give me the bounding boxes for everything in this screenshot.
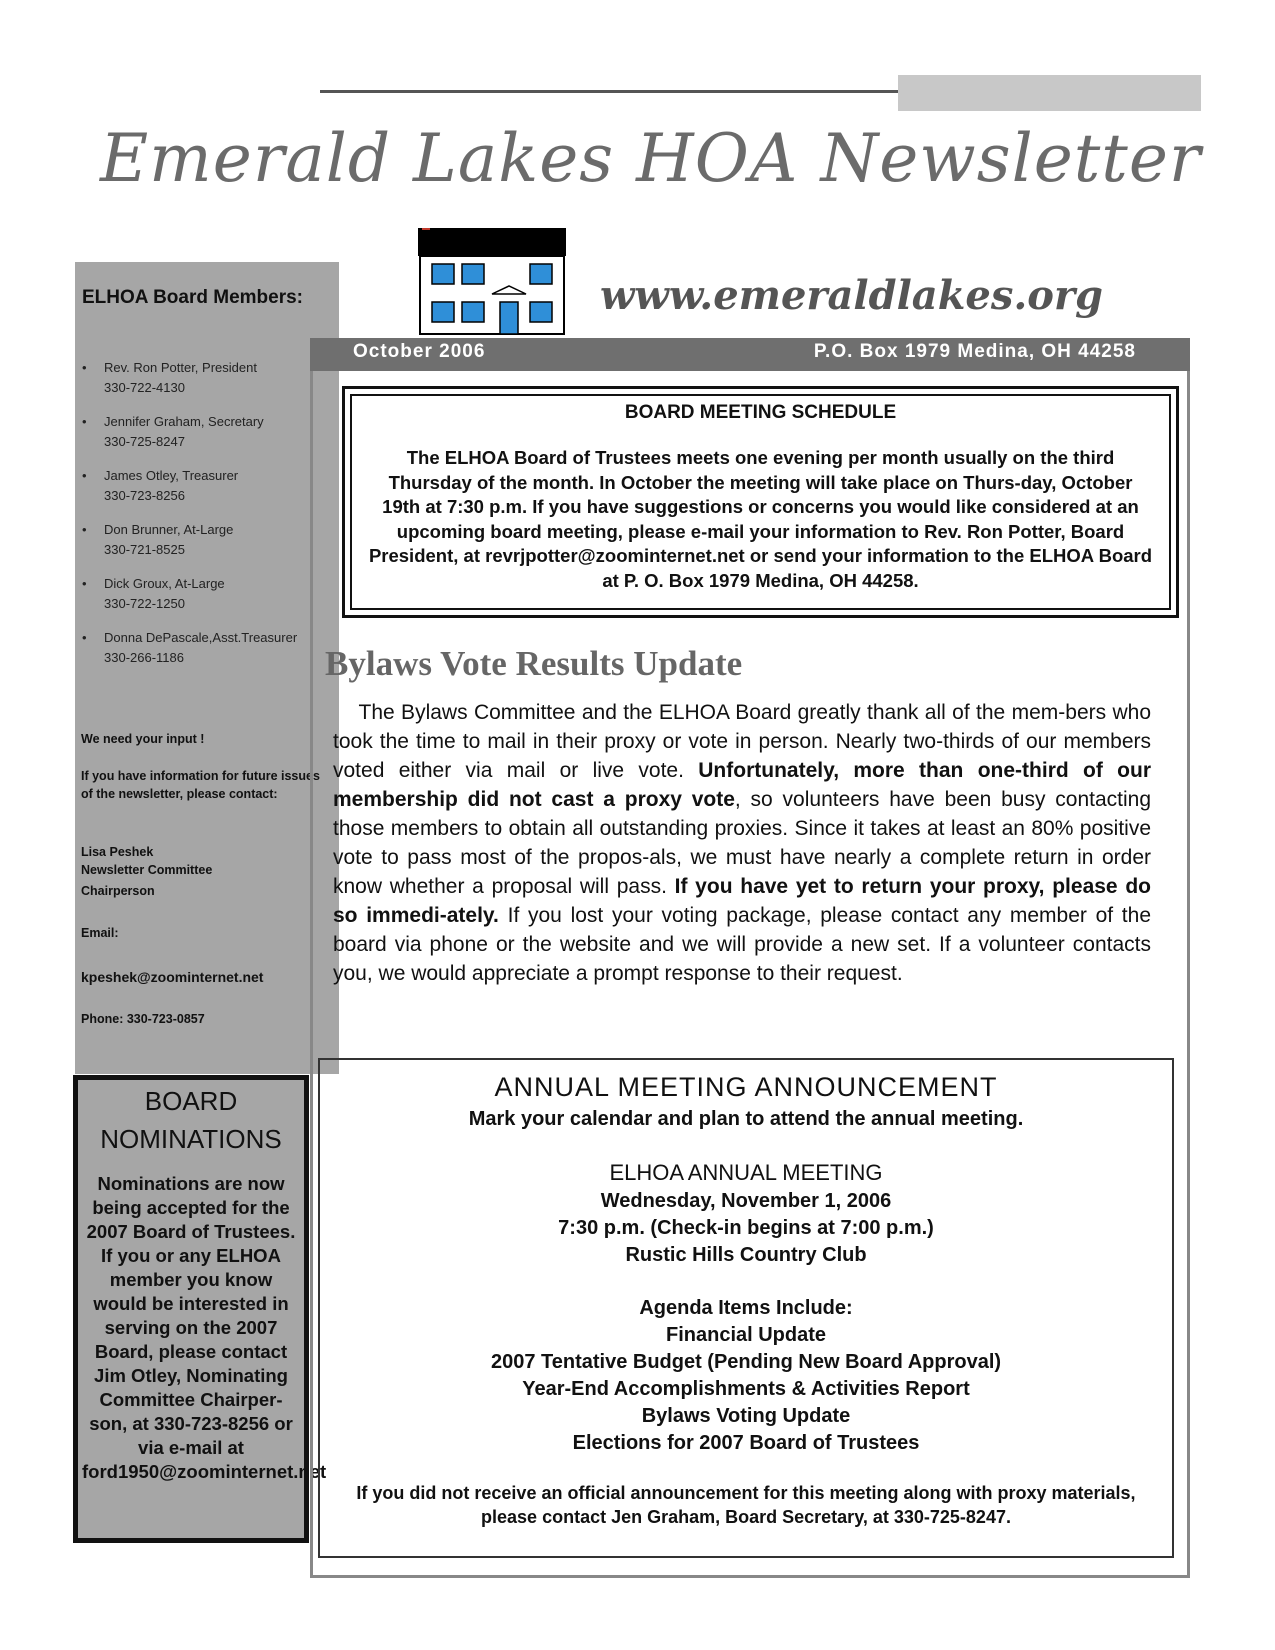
annual-meeting-subtitle: Mark your calendar and plan to attend the annual meeting. (468, 1108, 1024, 1130)
bylaws-text-2: , so volunteers have been busy contacting those members to obtain all outstanding proxies. Since it takes at least an 80% positive vote to pass most of the propos-als, we must have nearly a complete return in order know whether a proposal will pass. (333, 788, 1151, 898)
agenda-item: Year-End Accomplishments & Activities Report (522, 1378, 970, 1400)
website-url[interactable]: www.emeraldlakes.org (600, 272, 1104, 319)
schedule-body: The ELHOA Board of Trustees meets one evening per month usually on the third Thursday of the month. In October the meeting will take place on Thurs-day, October 19th at 7:30 p.m. If you have suggestions or concerns you would like considered at an upcoming board meeting, please e-mail your information to Rev. Ron Potter, Board President, at revrjpotter@zoominternet.net or send your information to the ELHOA Board at P. O. Box 1979 Medina, OH 44258. (368, 447, 1153, 591)
bylaws-heading: Bylaws Vote Results Update (325, 644, 743, 683)
board-member-item (82, 628, 332, 668)
contact-email[interactable]: kpeshek@zoominternet.net (81, 969, 264, 985)
board-member-item (82, 412, 332, 452)
member-role: • Rev. Ron Potter, President (104, 360, 257, 375)
annual-meeting-footer: If you did not receive an official announcement for this meeting along with proxy materials, please contact Jen Graham, Board Secretary, at 330-725-8247. (356, 1483, 1136, 1527)
issue-date: October 2006 (353, 341, 486, 362)
agenda-heading: Agenda Items Include: (639, 1297, 853, 1319)
member-role: • James Otley, Treasurer (104, 468, 239, 483)
masthead-title: Emerald Lakes HOA Newsletter (100, 120, 1202, 197)
agenda-item: Financial Update (665, 1324, 827, 1346)
board-member-item (82, 574, 332, 614)
member-role: • Don Brunner, At-Large (104, 522, 234, 537)
member-role: • Donna DePascale,Asst.Treasurer (104, 630, 298, 645)
agenda-list (320, 1295, 1172, 1457)
top-gray-bar (898, 75, 1201, 111)
contact-title-1: Newsletter Committee (81, 863, 213, 877)
annual-meeting-title: ANNUAL MEETING ANNOUNCEMENT (494, 1072, 998, 1102)
agenda-item: Bylaws Voting Update (641, 1405, 851, 1427)
board-member-item (82, 520, 332, 560)
board-members-list (82, 358, 332, 682)
email-label: Email: (81, 926, 119, 940)
member-phone: 330-725-8247 (104, 434, 185, 449)
member-phone: 330-721-8525 (104, 542, 185, 557)
input-text: If you have information for future issues of the newsletter, please contact: (81, 769, 320, 801)
bylaws-text-1: The Bylaws Committee and the ELHOA Board greatly thank all of the mem-bers who took the time to mail in their proxy or vote in person. Nearly two-thirds of our members voted either via mail or live vote. (333, 701, 1152, 782)
input-heading: We need your input ! (81, 732, 205, 746)
annual-meeting-time: 7:30 p.m. (Check-in begins at 7:00 p.m.) (558, 1217, 934, 1239)
annual-meeting-date: Wednesday, November 1, 2006 (600, 1190, 892, 1212)
agenda-item: 2007 Tentative Budget (Pending New Board Approval) (490, 1351, 1002, 1373)
bylaws-text-3: If you lost your voting package, please contact any member of the board via phone or the website and we will provide a new set. If a volunteer contacts you, we would appreciate a prompt response to their request. (333, 904, 1152, 985)
board-members-title: ELHOA Board Members: (82, 287, 303, 308)
member-role: • Jennifer Graham, Secretary (104, 414, 264, 429)
agenda-item: Elections for 2007 Board of Trustees (572, 1432, 920, 1454)
member-phone: 330-722-1250 (104, 596, 185, 611)
mailing-address: P.O. Box 1979 Medina, OH 44258 (813, 341, 1136, 362)
house-icon (418, 228, 566, 336)
contact-title-2: Chairperson (81, 884, 155, 898)
annual-meeting-details (320, 1188, 1172, 1269)
annual-meeting-name: ELHOA ANNUAL MEETING (609, 1160, 883, 1185)
member-role: • Dick Groux, At-Large (104, 576, 225, 591)
nominations-body: Nominations are now being accepted for the 2007 Board of Trustees. If you or any ELHOA member you know would be interested in serving on the 2007 Board, please contact Jim Otley, Nominating Committee Chairper-son, at 330-723-8256 or via e-mail at ford1950@zoominternet.net (82, 1173, 327, 1482)
member-phone: 330-723-8256 (104, 488, 185, 503)
contact-phone: Phone: 330-723-0857 (81, 1012, 205, 1026)
annual-meeting-location: Rustic Hills Country Club (625, 1244, 867, 1266)
bylaws-bold-2: If you have yet to return your proxy, please do so immedi-ately. (333, 875, 1151, 927)
contact-name: Lisa Peshek (81, 845, 154, 859)
member-phone: 330-722-4130 (104, 380, 185, 395)
member-phone: 330-266-1186 (104, 650, 184, 665)
schedule-title: BOARD MEETING SCHEDULE (624, 402, 897, 423)
bylaws-bold-1: Unfortunately, more than one-third of our membership did not cast a proxy vote (333, 759, 1151, 811)
bylaws-body (333, 698, 1151, 988)
nominations-title: BOARD NOMINATIONS (100, 1086, 282, 1154)
board-member-item (82, 358, 332, 398)
board-member-item (82, 466, 332, 506)
